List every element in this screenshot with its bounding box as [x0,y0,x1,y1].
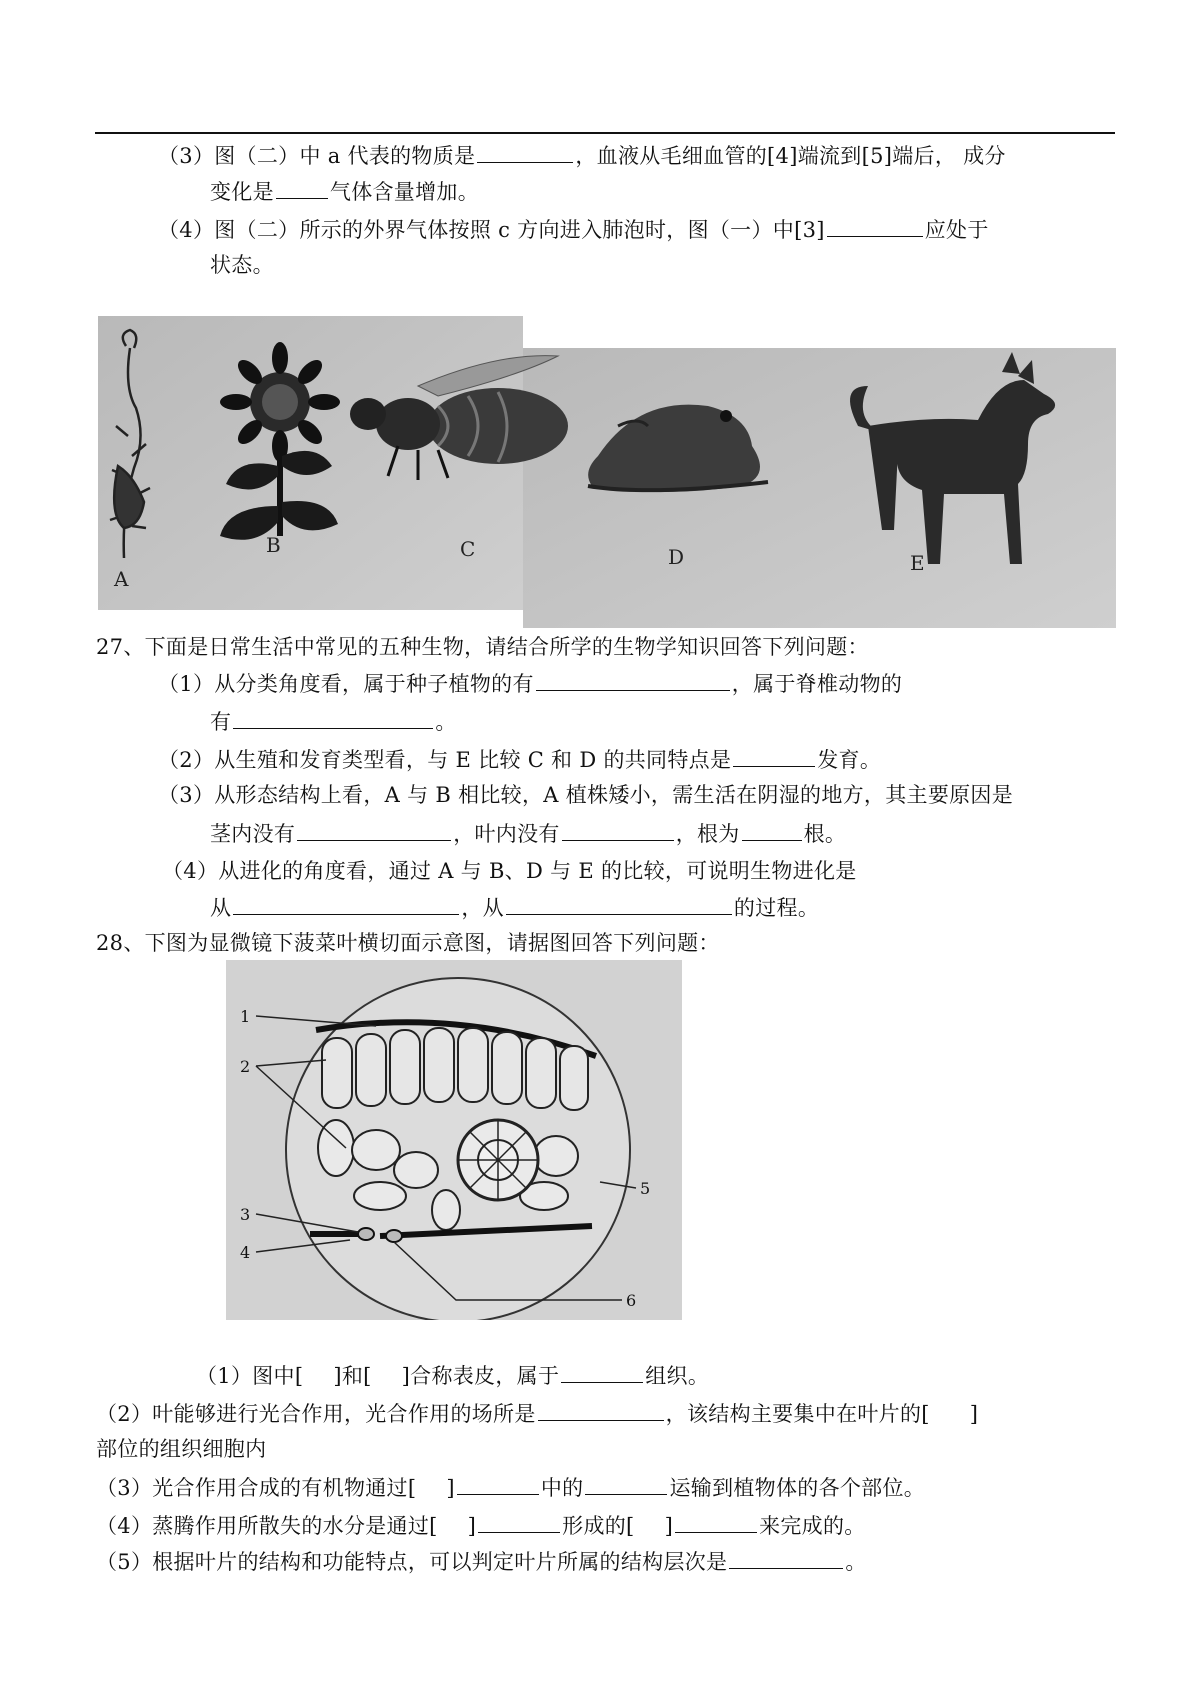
organisms-figure [98,316,1116,628]
answer-blank[interactable] [233,706,433,729]
q26-part3-line2: 变化是 气体含量增加。 [210,176,479,207]
answer-blank[interactable] [585,1472,667,1495]
figure-label-e: E [910,551,925,575]
q27-stem: 27、下面是日常生活中常见的五种生物，请结合所学的生物学知识回答下列问题： [96,635,869,659]
answer-blank[interactable] [562,818,674,841]
header-rule [95,132,1115,134]
answer-blank[interactable] [733,744,815,767]
answer-blank[interactable] [742,818,802,841]
q28-stem: 28、下图为显微镜下菠菜叶横切面示意图，请据图回答下列问题： [96,931,720,955]
stoma [358,1228,374,1240]
q27-part1-line1: （1）从分类角度看，属于种子植物的有 ，属于脊椎动物的 [158,668,902,699]
answer-blank[interactable] [297,818,451,841]
answer-blank[interactable] [561,1360,643,1383]
answer-blank[interactable] [729,1546,843,1569]
answer-blank[interactable] [478,1510,560,1533]
q28-part4: （4）蒸腾作用所散失的水分是通过[ ] 形成的[ ] 来完成的。 [96,1510,866,1541]
answer-blank[interactable] [536,668,730,691]
q28-part2-line2: 部位的组织细胞内 [96,1437,267,1461]
figure-label-c: C [460,537,476,561]
leaf-label-2: 2 [240,1057,251,1076]
answer-blank[interactable] [675,1510,757,1533]
leaf-vein [458,1120,538,1200]
q26-part3-line1: （3）图（二）中 a 代表的物质是 ，血液从毛细血管的[4]端流到[5]端后， 成分 [158,140,1006,171]
q27-part3-line2: 茎内没有 ，叶内没有 ，根为 根。 [210,818,846,849]
figure-label-b: B [266,533,281,557]
q26-part4-line2: 状态。 [210,253,274,277]
q27-part4-line2: 从 ，从 的过程。 [210,892,819,923]
answer-blank[interactable] [233,892,459,915]
figure-label-a: A [114,567,129,591]
leaf-label-4: 4 [240,1243,251,1262]
q28-part1: （1）图中[ ]和[ ]合称表皮，属于 组织。 [196,1360,709,1391]
q27-part2: （2）从生殖和发育类型看，与 E 比较 C 和 D 的共同特点是 发育。 [158,744,881,775]
q27-part3-line1: （3）从形态结构上看，A 与 B 相比较，A 植株矮小，需生活在阴湿的地方，其主要原因是 [158,783,1014,807]
answer-blank[interactable] [276,176,328,199]
q27-part1-line2: 有 。 [210,706,457,737]
answer-blank[interactable] [506,892,732,915]
q28-part5: （5）根据叶片的结构和功能特点，可以判定叶片所属的结构层次是 。 [96,1546,867,1577]
answer-blank[interactable] [477,140,573,163]
q27-part4-line1: （4）从进化的角度看，通过 A 与 B、D 与 E 的比较，可说明生物进化是 [162,859,857,883]
leaf-label-5: 5 [640,1179,651,1198]
answer-blank[interactable] [457,1472,539,1495]
leaf-label-3: 3 [240,1205,251,1224]
q26-part4-line1: （4）图（二）所示的外界气体按照 c 方向进入肺泡时，图（一）中[3] 应处于 [158,214,989,245]
q28-part3: （3）光合作用合成的有机物通过[ ] 中的 运输到植物体的各个部位。 [96,1472,925,1503]
leaf-label-6: 6 [626,1291,637,1310]
leaf-label-1: 1 [240,1007,251,1026]
q28-part2-line1: （2）叶能够进行光合作用，光合作用的场所是 ，该结构主要集中在叶片的[ ] [96,1398,978,1429]
figure-label-d: D [668,545,685,569]
guard-cell [386,1230,402,1242]
leaf-cross-section-figure [226,960,682,1320]
answer-blank[interactable] [827,214,923,237]
answer-blank[interactable] [538,1398,664,1421]
